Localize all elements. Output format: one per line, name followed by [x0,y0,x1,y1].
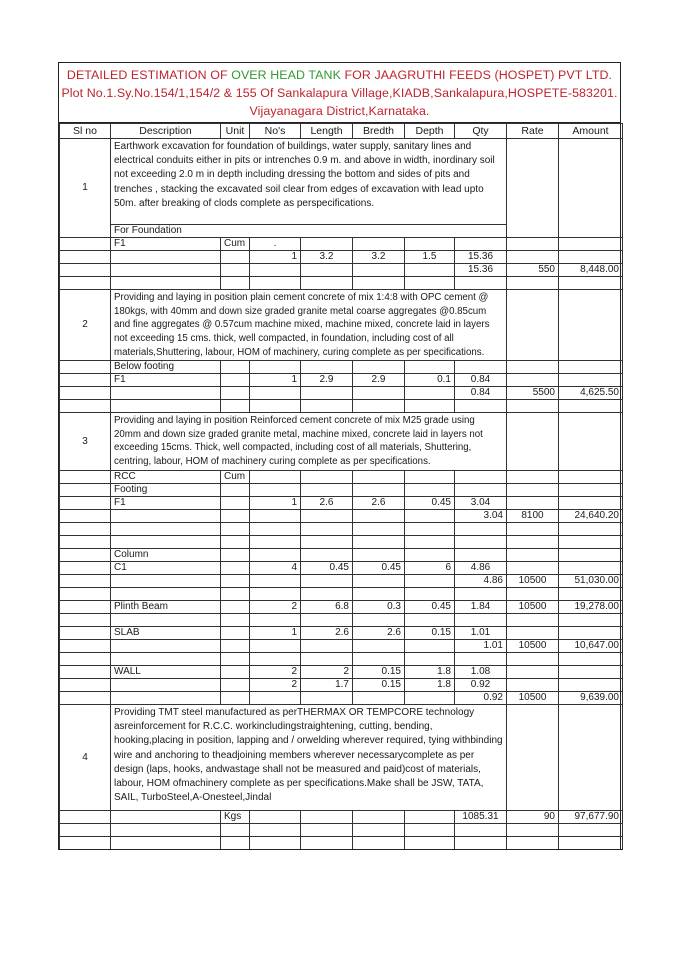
item-4-rate: 90 [507,811,559,824]
header-depth: Depth [405,124,455,139]
header-length: Length [301,124,353,139]
item-3-slab-nos: 1 [250,627,301,640]
table-row [60,614,623,627]
item-2-qty: 0.84 [455,374,507,387]
table-row [60,251,623,264]
item-3-f1-rate: 8100 [507,510,559,523]
item-2-sub: Below footing [111,361,221,374]
item-3-slab-total: 1.01 [455,640,507,653]
item-2-f1-label: F1 [111,374,221,387]
header-rate: Rate [507,124,559,139]
table-row [60,413,623,471]
estimate-sheet [58,62,621,850]
item-2-breadth: 2.9 [353,374,405,387]
item-3-f1-depth: 0.45 [405,497,455,510]
table-row [60,601,623,614]
table-row [60,824,623,837]
item-3-plinth-nos: 2 [250,601,301,614]
table-row [60,692,623,705]
item-3-plinth-qty: 1.84 [455,601,507,614]
header-breadth: Bredth [353,124,405,139]
item-3-description: Providing and laying in position Reinforced cement concrete of mix M25 grade using 20mm and down size graded granite metal, machine mixed, concrete laid in layers not exceeding 15cms. Thick, well compacted, including cost of all materials, Shuttering, centring, labour, HOM of machinery curing complete as per specifications. [111,413,507,471]
item-3-c1-nos: 4 [250,562,301,575]
item-4-unit: Kgs [221,811,250,824]
item-4-amount: 97,677.90 [559,811,623,824]
item-3-plinth-length: 6.8 [301,601,353,614]
item-2-nos: 1 [250,374,301,387]
item-1-description: Earthwork excavation for foundation of buildings, water supply, sanitary lines and electrical conduits either in pits or intrenches 0.9 m. and above in width, inordinary soil not exceeding 2.0 m in depth including dressing the bottom and sides of pits and trenches , stacking the excavated soil clear from edges of excavation with lead upto 50m. after breaking of clods complete as perspecifications. [111,139,507,225]
item-3-plinth-label: Plinth Beam [111,601,221,614]
item-2-rate: 5500 [507,387,559,400]
item-3-wall-depth-2: 1.8 [405,679,455,692]
item-3-wall-label: WALL [111,666,221,679]
item-4-description: Providing TMT steel manufactured as perTHERMAX OR TEMPCORE technology asreinforcement for R.C.C. workincludingstraightening, cutting, bending, hooking,placing in position, lapping and / orwelding wherever required, tying withbinding wire and anchoring to theadjoining members wherever necessarycomplete as per design (laps, hooks, andwastage shall not be measured and paid)cost of materials, labour, HOM ofmachinery complete as per specifications.Make shall be JSW, TATA, SAIL, TurboSteel,A-Onesteel,Jindal [111,705,507,811]
item-3-c1-breadth: 0.45 [353,562,405,575]
item-2-depth: 0.1 [405,374,455,387]
item-1-amount: 8,448.00 [559,264,623,277]
item-3-f1-length: 2.6 [301,497,353,510]
table-row [60,837,623,850]
item-3-f1-qty: 3.04 [455,497,507,510]
item-1-length: 3.2 [301,251,353,264]
item-1-qty: 15.36 [455,251,507,264]
table-row [60,290,623,361]
header-row [60,124,623,139]
item-3-wall-breadth-2: 0.15 [353,679,405,692]
item-2-total-qty: 0.84 [455,387,507,400]
table-row [60,387,623,400]
item-3-column: Column [111,549,221,562]
header-unit: Unit [221,124,250,139]
item-3-wall-nos-2: 2 [250,679,301,692]
item-3-slab-depth: 0.15 [405,627,455,640]
table-row [60,361,623,374]
item-3-plinth-breadth: 0.3 [353,601,405,614]
header-qty: Qty [455,124,507,139]
item-4-qty: 1085.31 [455,811,507,824]
item-3-slab-label: SLAB [111,627,221,640]
item-3-plinth-amount: 19,278.00 [559,601,623,614]
table-row [60,640,623,653]
item-3-slab-qty: 1.01 [455,627,507,640]
item-3-wall-qty-2: 0.92 [455,679,507,692]
table-row [60,627,623,640]
item-3-c1-label: C1 [111,562,221,575]
item-1-sub: For Foundation [111,225,507,238]
item-3-slab-rate: 10500 [507,640,559,653]
item-2-slno: 2 [60,290,111,361]
item-3-wall-length-1: 2 [301,666,353,679]
table-row [60,705,623,811]
item-1-f1-label: F1 [111,238,221,251]
title-highlight: OVER HEAD TANK [231,68,341,82]
item-3-f1-total: 3.04 [455,510,507,523]
item-3-slab-breadth: 2.6 [353,627,405,640]
table-row [60,277,623,290]
table-row [60,523,623,536]
table-row [60,400,623,413]
table-row [60,484,623,497]
item-3-slno: 3 [60,413,111,471]
item-3-c1-amount: 51,030.00 [559,575,623,588]
title-part-1: DETAILED ESTIMATION OF [66,68,232,82]
item-3-f1-breadth: 2.6 [353,497,405,510]
item-3-c1-depth: 6 [405,562,455,575]
item-3-f1-nos: 1 [250,497,301,510]
item-3-c1-qty: 4.86 [455,562,507,575]
table-row [60,264,623,277]
item-1-rate: 550 [507,264,559,277]
header-nos: No's [250,124,301,139]
item-1-total-qty: 15.36 [455,264,507,277]
table-row [60,497,623,510]
document-title [59,63,620,123]
item-3-f1-label: F1 [111,497,221,510]
item-3-wall-total: 0.92 [455,692,507,705]
item-1-nos: 1 [250,251,301,264]
item-3-plinth-rate: 10500 [507,601,559,614]
table-row [60,811,623,824]
item-3-wall-depth-1: 1.8 [405,666,455,679]
header-slno: Sl no [60,124,111,139]
item-1-dot: . [250,238,301,251]
table-row [60,588,623,601]
item-1-breadth: 3.2 [353,251,405,264]
item-3-wall-nos-1: 2 [250,666,301,679]
item-3-wall-rate: 10500 [507,692,559,705]
item-3-f1-amount: 24,640.20 [559,510,623,523]
header-amount: Amount [559,124,623,139]
item-3-slab-amount: 10,647.00 [559,640,623,653]
table-row [60,374,623,387]
table-row [60,238,623,251]
table-row [60,471,623,484]
item-3-wall-qty-1: 1.08 [455,666,507,679]
item-1-slno: 1 [60,139,111,238]
item-3-plinth-depth: 0.45 [405,601,455,614]
item-3-footing: Footing [111,484,221,497]
item-1-depth: 1.5 [405,251,455,264]
item-3-c1-total: 4.86 [455,575,507,588]
item-2-description: Providing and laying in position plain cement concrete of mix 1:4:8 with OPC cement @ 180kgs, with 40mm and down size graded granite metal coarse aggregates @0.85cum and fine aggregates @ 0.57cum machine mixed, machine mixed, concrete laid in layers not exceeding 15 cms. thick, well compacted, in foundation, including cost of all materials,Shuttering, labour, HOM of machinery, curing complete as per specifications. [111,290,507,361]
item-3-c1-length: 0.45 [301,562,353,575]
item-2-length: 2.9 [301,374,353,387]
item-4-slno: 4 [60,705,111,811]
table-row [60,575,623,588]
title-part-3: FOR JAAGRUTHI FEEDS (HOSPET) PVT LTD. Plot No.1.Sy.No.154/1,154/2 & 155 Of Sankalapura Village,KIADB,Sankalapura,HOSPETE-583201. Vijayanagara District,Karnataka. [61,68,618,118]
item-2-amount: 4,625.50 [559,387,623,400]
table-row [60,139,623,225]
item-3-wall-breadth-1: 0.15 [353,666,405,679]
item-3-rcc: RCC [111,471,221,484]
table-row [60,536,623,549]
item-3-wall-length-2: 1.7 [301,679,353,692]
item-3-c1-rate: 10500 [507,575,559,588]
header-description: Description [111,124,221,139]
item-1-unit: Cum [221,238,250,251]
table-row [60,510,623,523]
item-3-wall-amount: 9,639.00 [559,692,623,705]
table-row [60,653,623,666]
table-row [60,679,623,692]
item-3-unit: Cum [221,471,250,484]
table-row [60,562,623,575]
item-3-slab-length: 2.6 [301,627,353,640]
estimate-table [59,123,623,850]
table-row [60,549,623,562]
table-row [60,666,623,679]
